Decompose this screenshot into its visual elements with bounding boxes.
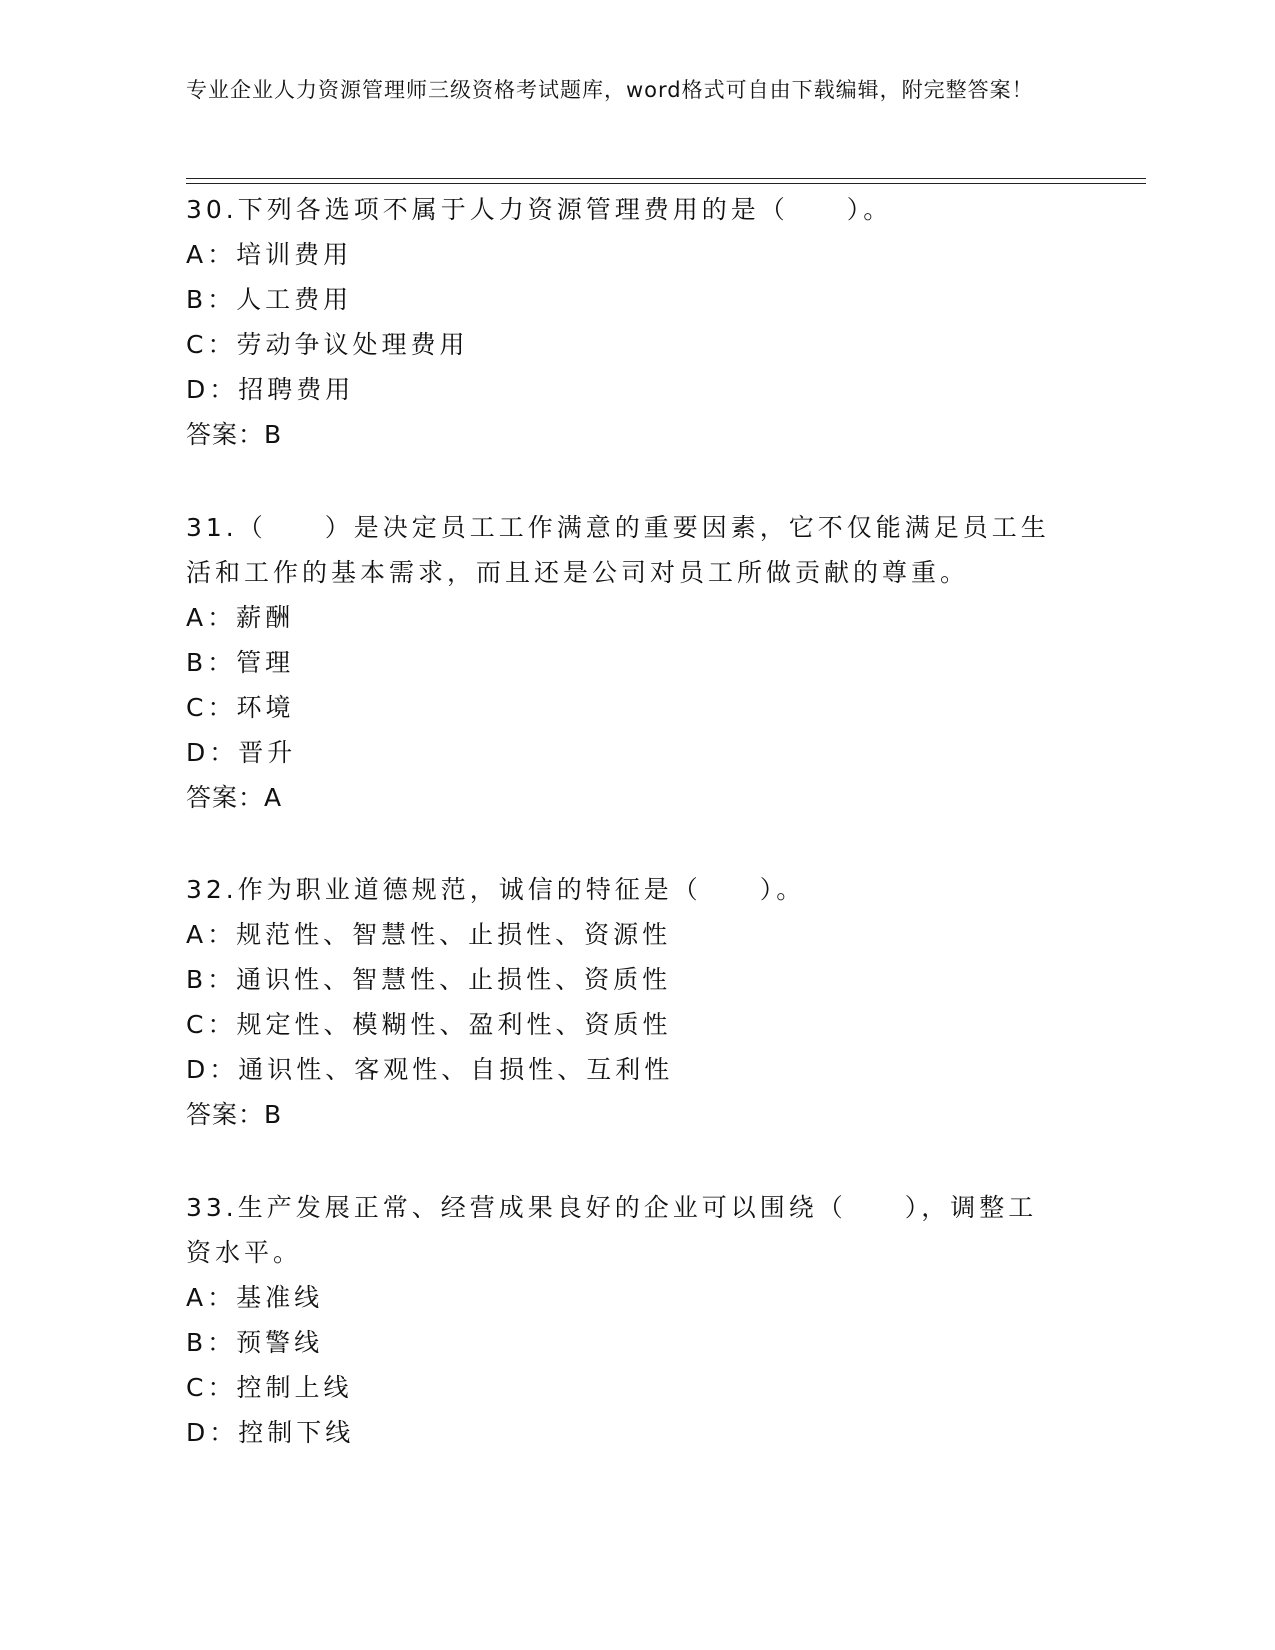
- document-header: 专业企业人力资源管理师三级资格考试题库，word格式可自由下载编辑，附完整答案！: [186, 78, 1034, 102]
- option-c: C：劳动争议处理费用: [186, 330, 469, 359]
- header-divider-bottom: [186, 183, 1146, 184]
- question-30: [186, 187, 1066, 457]
- answer-line: 答案：A: [186, 783, 283, 812]
- question-33: [186, 1185, 1066, 1455]
- option-c: C：控制上线: [186, 1373, 353, 1402]
- option-a: A：基准线: [186, 1283, 324, 1312]
- option-a: A：培训费用: [186, 240, 353, 269]
- option-d: D：控制下线: [186, 1418, 355, 1447]
- question-32: [186, 867, 1066, 1137]
- question-stem: 30.下列各选项不属于人力资源管理费用的是（ ）。: [186, 195, 893, 224]
- header-divider-top: [186, 178, 1146, 179]
- option-d: D：通识性、客观性、自损性、互利性: [186, 1055, 674, 1084]
- option-c: C：规定性、模糊性、盈利性、资质性: [186, 1010, 672, 1039]
- option-b: B：管理: [186, 648, 295, 677]
- option-a: A：薪酬: [186, 603, 295, 632]
- question-stem: 32.作为职业道德规范，诚信的特征是（ ）。: [186, 875, 806, 904]
- question-stem: 31.（ ）是决定员工工作满意的重要因素，它不仅能满足员工生活和工作的基本需求，而且还是公司对员工所做贡献的尊重。: [186, 513, 1050, 587]
- option-d: D：招聘费用: [186, 375, 355, 404]
- option-a: A：规范性、智慧性、止损性、资源性: [186, 920, 672, 949]
- option-b: B：人工费用: [186, 285, 353, 314]
- question-stem: 33.生产发展正常、经营成果良好的企业可以围绕（ ），调整工资水平。: [186, 1193, 1038, 1267]
- option-b: B：预警线: [186, 1328, 324, 1357]
- option-d: D：晋升: [186, 738, 297, 767]
- answer-line: 答案：B: [186, 1100, 283, 1129]
- question-31: [186, 505, 1066, 820]
- option-c: C：环境: [186, 693, 295, 722]
- answer-line: 答案：B: [186, 420, 283, 449]
- option-b: B：通识性、智慧性、止损性、资质性: [186, 965, 672, 994]
